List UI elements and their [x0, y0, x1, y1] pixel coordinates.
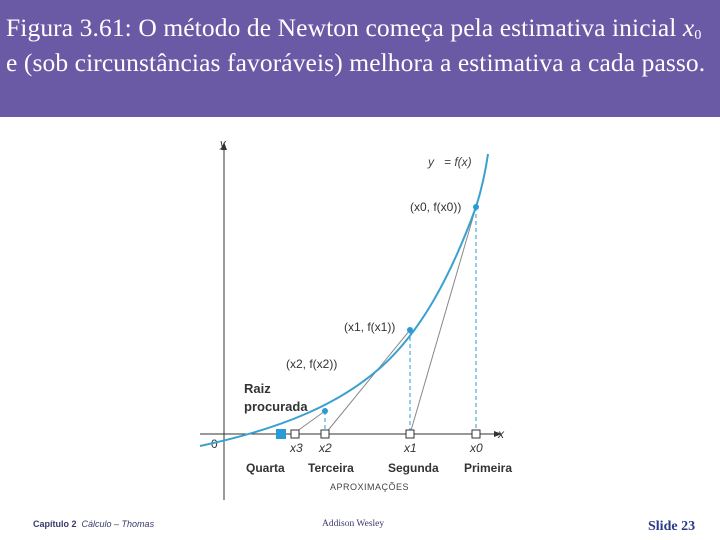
point-label-x0: (x0, f(x0)): [410, 200, 462, 214]
curve-label-y: y: [428, 155, 434, 169]
footer-chapter-number: Capítulo 2: [33, 519, 77, 529]
approximations-label: APROXIMAÇÕES: [330, 482, 410, 492]
box-x2: [321, 430, 329, 438]
slide-caption: [6, 10, 711, 80]
tick-label-x1: x1: [404, 441, 417, 455]
box-x0: [472, 430, 480, 438]
point-x0: [473, 204, 479, 210]
caption-variable: x: [682, 13, 695, 42]
footer-book-title: Cálculo – Thomas: [81, 519, 155, 529]
root-label-line2: procurada: [244, 399, 308, 414]
footer-publisher: Addison Wesley: [322, 519, 385, 529]
point-label-x1: (x1, f(x1)): [344, 320, 396, 334]
box-x3: [291, 430, 299, 438]
tangent-x1: [325, 330, 410, 434]
label-segunda: Segunda: [388, 461, 439, 475]
label-terceira: Terceira: [308, 461, 354, 475]
footer-chapter: [33, 519, 154, 529]
box-x1: [406, 430, 414, 438]
point-label-x2: (x2, f(x2)): [286, 357, 338, 371]
origin-label: 0: [211, 437, 218, 451]
tick-label-x0: x0: [470, 441, 483, 455]
point-x2: [322, 408, 328, 414]
point-x1: [407, 327, 413, 333]
caption-part1: Figura 3.61: O método de Newton começa pela estimativa inicial: [6, 13, 683, 42]
label-quarta: Quarta: [246, 461, 285, 475]
newton-method-figure: [190, 128, 530, 500]
root-label-line1: Raiz: [244, 381, 271, 396]
tick-label-x2: x2: [319, 441, 332, 455]
curve-label-eq: = f(x): [444, 155, 472, 169]
slide-number: Slide 23: [648, 519, 696, 534]
root-marker: [276, 429, 286, 439]
y-axis-label: y: [220, 138, 226, 150]
tick-label-x3: x3: [290, 441, 303, 455]
caption-subscript: 0: [694, 28, 702, 43]
caption-part2: e (sob circunstâncias favoráveis) melhora a estimativa a cada passo.: [6, 48, 706, 77]
label-primeira: Primeira: [464, 461, 513, 475]
x-axis-label: x: [498, 427, 504, 441]
